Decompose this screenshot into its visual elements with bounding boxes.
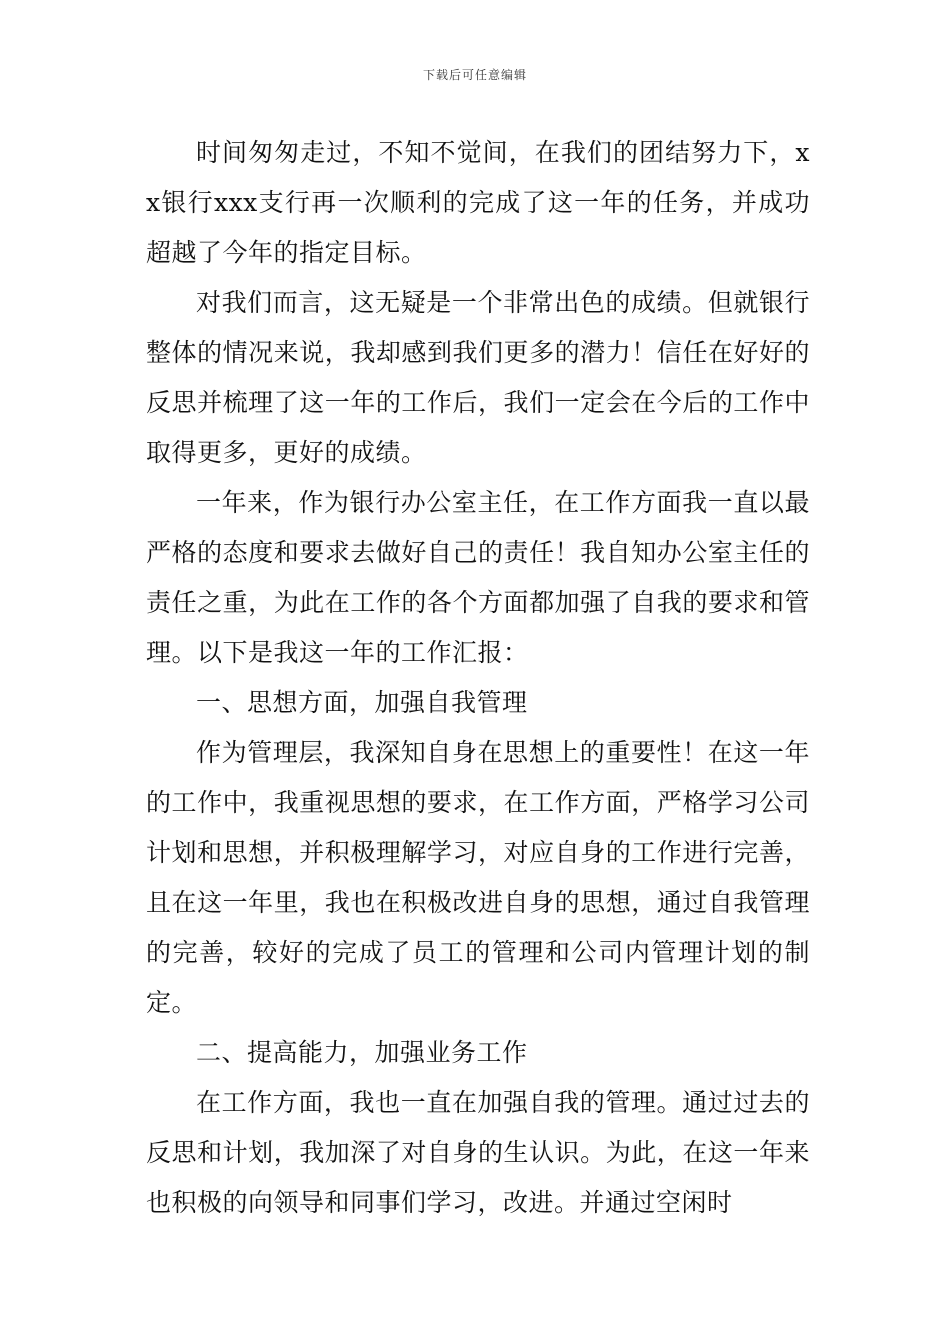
paragraph-thought: 作为管理层，我深知自身在思想上的重要性！在这一年的工作中，我重视思想的要求，在工作方面，严格学习公司计划和思想，并积极理解学习，对应自身的工作进行完善，且在这一年里，我也在积极改进自身的思想，通过自我管理的完善，较好的完成了员工的管理和公司内管理计划的制定。 — [146, 738, 810, 1017]
paragraph-intro: 时间匆匆走过，不知不觉间，在我们的团结努力下，xx银行xxx支行再一次顺利的完成了这一年的任务，并成功超越了今年的指定目标。 — [146, 138, 810, 267]
paragraph-reflection: 对我们而言，这无疑是一个非常出色的成绩。但就银行整体的情况来说，我却感到我们更多的潜力！信任在好好的反思并梳理了这一年的工作后，我们一定会在今后的工作中取得更多，更好的成绩。 — [146, 288, 810, 467]
paragraph-role: 一年来，作为银行办公室主任，在工作方面我一直以最严格的态度和要求去做好自己的责任！我自知办公室主任的责任之重，为此在工作的各个方面都加强了自我的要求和管理。以下是我这一年的工作汇报： — [146, 488, 810, 667]
paragraph-ability: 在工作方面，我也一直在加强自我的管理。通过过去的反思和计划，我加深了对自身的生认识。为此，在这一年来也积极的向领导和同事们学习，改进。并通过空闲时 — [146, 1088, 810, 1217]
section-heading-ability: 二、提高能力，加强业务工作 — [196, 1038, 528, 1067]
document-body — [146, 128, 810, 1228]
section-heading-thought: 一、思想方面，加强自我管理 — [196, 688, 528, 717]
header-note: 下载后可任意编辑 — [422, 68, 527, 82]
